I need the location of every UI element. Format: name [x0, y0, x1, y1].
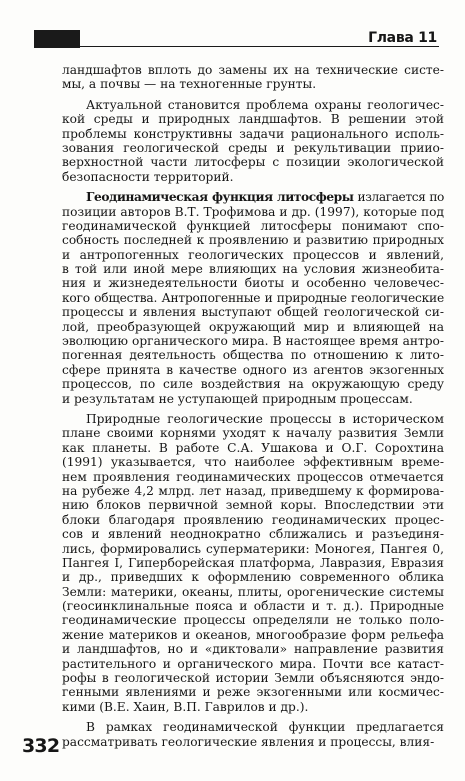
line-text: Актуальной становится проблема охраны геологичес- — [86, 97, 444, 112]
line-text: рофы в геологической истории Земли объясняются эндо- — [62, 671, 444, 686]
page-number: 332 — [22, 735, 60, 757]
text-line — [62, 441, 444, 455]
text-line — [62, 63, 444, 77]
line-text: кими (В.Е. Хаин, В.П. Гаврилов и др.). — [62, 699, 309, 714]
text-line — [62, 305, 444, 319]
header-black-bar — [34, 30, 80, 48]
text-line — [62, 98, 444, 112]
line-text: кого общества. Антропогенные и природные геологические — [62, 290, 444, 305]
line-text: геодинамические процессы определяли не только поло- — [62, 613, 444, 628]
page-body-text — [62, 63, 444, 749]
text-line — [62, 720, 444, 734]
line-text: сфере принята в качестве одного из агентов экзогенных — [62, 362, 444, 377]
text-line — [62, 657, 444, 671]
line-text: жение материков и океанов, многообразие форм рельефа — [62, 627, 444, 642]
line-text: позиции авторов В.Т. Трофимова и др. (1997), которые под — [62, 204, 444, 219]
text-line — [62, 190, 444, 204]
text-line — [62, 392, 444, 406]
line-text: нию блоков первичной земной коры. Впоследствии эти — [62, 498, 444, 513]
line-text: рассматривать геологические явления и процессы, влия- — [62, 734, 435, 749]
line-text: блоки благодаря проявлению геодинамических процес- — [62, 512, 444, 527]
text-line — [62, 513, 444, 527]
line-text: излагается по — [353, 190, 444, 205]
text-line — [62, 334, 444, 348]
text-line — [62, 127, 444, 141]
text-line — [62, 527, 444, 541]
text-line — [62, 276, 444, 290]
text-line — [62, 685, 444, 699]
line-text: погенная деятельность общества по отношению к лито- — [62, 348, 444, 363]
line-text: и ландшафтов, но и «диктовали» направление развития — [62, 642, 444, 657]
text-line — [62, 155, 444, 169]
line-text: эволюцию органического мира. В настоящее время антро- — [62, 334, 444, 349]
text-line — [62, 599, 444, 613]
text-line — [62, 377, 444, 391]
text-line — [62, 77, 444, 91]
line-text: процессы и явления выступают общей геологической си- — [62, 305, 444, 320]
line-text: безопасности территорий. — [62, 169, 234, 184]
chapter-heading: Глава 11 — [368, 30, 437, 46]
paragraph — [62, 63, 444, 92]
text-line — [62, 628, 444, 642]
text-line — [62, 205, 444, 219]
line-text: лой, преобразующей окружающий мир и влияющей на — [62, 319, 444, 334]
line-text: нем проявления геодинамических процессов отмечается — [62, 469, 444, 484]
line-text: в той или иной мере влияющих на условия жизнеобита- — [62, 262, 444, 277]
text-line — [62, 112, 444, 126]
line-text: ния и жизнедеятельности биоты и особенно человечес- — [62, 276, 444, 291]
text-line — [62, 735, 444, 749]
line-text: (1991) указывается, что наиболее эффективным време- — [62, 455, 444, 470]
text-line — [62, 248, 444, 262]
line-text: как планеты. В работе С.А. Ушакова и О.Г. Сорохтина — [62, 440, 444, 455]
line-text: и результатам не уступающей природным процессам. — [62, 391, 413, 406]
line-text: проблемы конструктивны задачи рационального исполь- — [62, 126, 444, 141]
line-text: ландшафтов вплоть до замены их на технические систе- — [62, 63, 444, 77]
line-text: Природные геологические процессы в историческом — [86, 411, 444, 426]
text-line — [62, 219, 444, 233]
text-line — [62, 585, 444, 599]
line-text: собность последней к проявлению и развитию природных — [62, 233, 444, 248]
text-line — [62, 348, 444, 362]
line-text: и антропогенных геологических процессов и явлений, — [62, 247, 444, 262]
line-text: В рамках геодинамической функции предлагается — [86, 720, 444, 735]
paragraph — [62, 98, 444, 184]
text-line — [62, 412, 444, 426]
text-line — [62, 556, 444, 570]
text-line — [62, 700, 444, 714]
line-text: на рубеже 4,2 млрд. лет назад, приведшему к формирова- — [62, 483, 444, 498]
text-line — [62, 455, 444, 469]
paragraph — [62, 190, 444, 406]
text-line — [62, 291, 444, 305]
line-text: лись, формировались суперматерики: Моногея, Пангея 0, — [62, 541, 444, 556]
text-line — [62, 363, 444, 377]
text-line — [62, 233, 444, 247]
text-line — [62, 671, 444, 685]
text-line — [62, 570, 444, 584]
text-line — [62, 262, 444, 276]
text-line — [62, 141, 444, 155]
text-line — [62, 426, 444, 440]
line-text: мы, а почвы — на техногенные грунты. — [62, 77, 317, 92]
line-text: Пангея I, Гиперборейская платформа, Лавразия, Евразия — [62, 555, 444, 570]
line-text: геодинамической функцией литосферы понимают спо- — [62, 218, 444, 233]
text-line — [62, 170, 444, 184]
line-text: процессов, по силе воздействия на окружающую среду — [62, 377, 444, 392]
text-line — [62, 542, 444, 556]
text-line — [62, 642, 444, 656]
line-text: плане своими корнями уходят к началу развития Земли — [62, 426, 444, 441]
paragraph — [62, 720, 444, 749]
line-text: (геосинклинальные пояса и области и т. д.). Природные — [62, 599, 444, 614]
text-line — [62, 484, 444, 498]
line-text: зования геологической среды и рекультивации приио- — [62, 140, 444, 155]
line-text: растительного и органического мира. Почти все катаст- — [62, 656, 444, 671]
text-line — [62, 320, 444, 334]
header-rule — [80, 46, 439, 47]
line-text: Земли: материки, океаны, плиты, орогенические системы — [62, 584, 444, 599]
text-line — [62, 470, 444, 484]
line-text: генными явлениями и реже экзогенными или космичес- — [62, 685, 444, 700]
text-line — [62, 498, 444, 512]
line-text: и др., приведших к оформлению современного облика — [62, 570, 444, 585]
line-text: кой среды и природных ландшафтов. В решении этой — [62, 112, 444, 127]
line-text: верхностной части литосферы с позиции экологической — [62, 155, 444, 170]
line-text: сов и явлений неоднократно сближались и разъединя- — [62, 527, 444, 542]
bold-term: Геодинамическая функция литосферы — [86, 190, 354, 205]
paragraph — [62, 412, 444, 714]
text-line — [62, 613, 444, 627]
